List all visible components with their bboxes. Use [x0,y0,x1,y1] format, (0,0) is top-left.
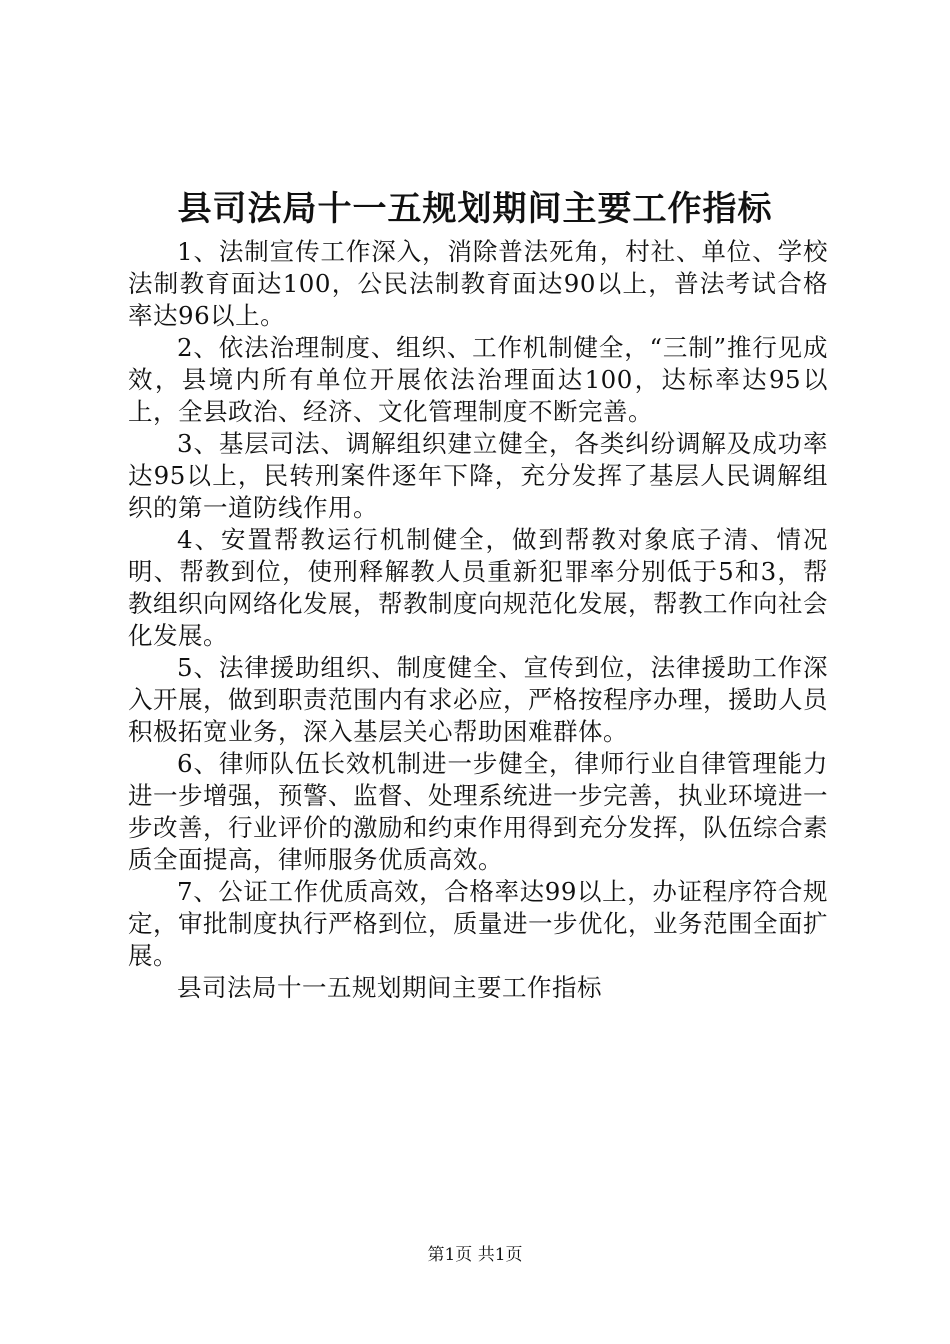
paragraph-2: 2、依法治理制度、组织、工作机制健全，“三制”推行见成效，县境内所有单位开展依法治理面达100，达标率达95以上，全县政治、经济、文化管理制度不断完善。 [128,333,828,426]
paragraph-7: 7、公证工作优质高效，合格率达99以上，办证程序符合规定，审批制度执行严格到位，质量进一步优化，业务范围全面扩展。 [128,877,828,970]
paragraph-3: 3、基层司法、调解组织建立健全，各类纠纷调解及成功率达95以上，民转刑案件逐年下降，充分发挥了基层人民调解组织的第一道防线作用。 [128,429,828,522]
paragraph-5: 5、法律援助组织、制度健全、宣传到位，法律援助工作深入开展，做到职责范围内有求必应，严格按程序办理，援助人员积极拓宽业务，深入基层关心帮助困难群体。 [128,653,828,746]
closing-title-line: 县司法局十一五规划期间主要工作指标 [177,973,602,1002]
document-body [128,236,828,1004]
page-footer: 第1页 共1页 [427,1245,523,1265]
document-title: 县司法局十一五规划期间主要工作指标 [177,189,773,229]
paragraph-4: 4、安置帮教运行机制健全，做到帮教对象底子清、情况明、帮教到位，使刑释解教人员重新犯罪率分别低于5和3，帮教组织向网络化发展，帮教制度向规范化发展，帮教工作向社会化发展。 [128,525,828,650]
paragraph-1: 1、法制宣传工作深入，消除普法死角，村社、单位、学校法制教育面达100，公民法制教育面达90以上，普法考试合格率达96以上。 [128,237,828,330]
paragraph-6: 6、律师队伍长效机制进一步健全，律师行业自律管理能力进一步增强，预警、监督、处理系统进一步完善，执业环境进一步改善，行业评价的激励和约束作用得到充分发挥，队伍综合素质全面提高，律师服务优质高效。 [128,749,828,874]
